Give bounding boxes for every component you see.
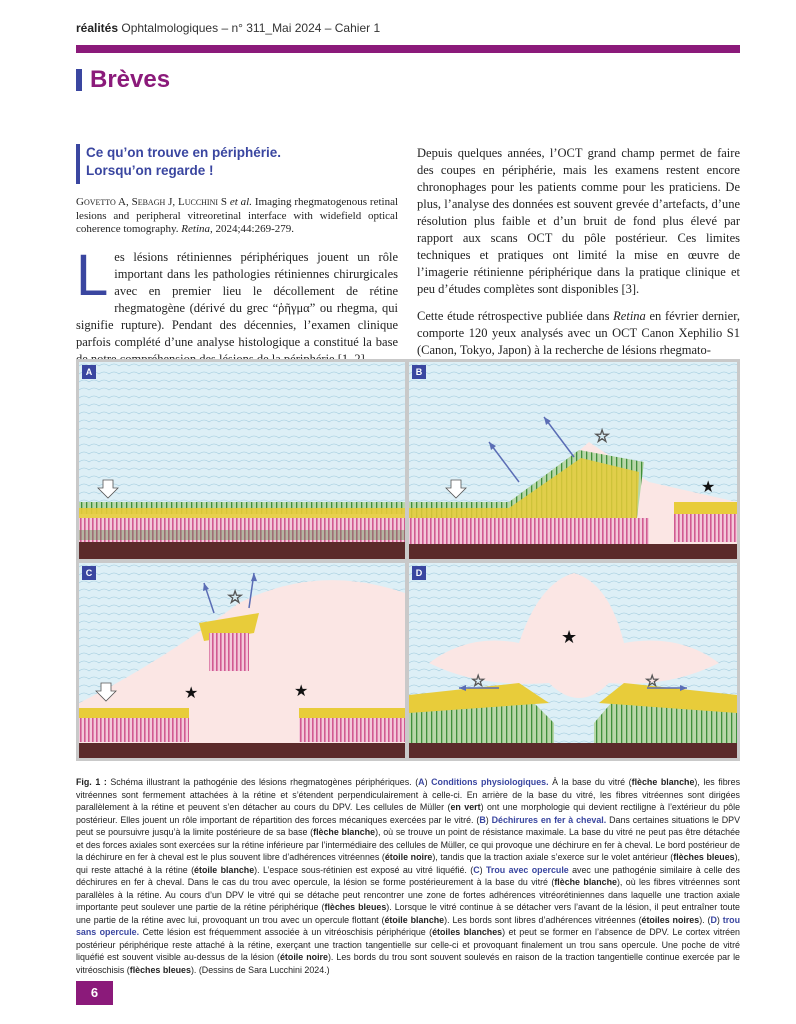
panel-a bbox=[79, 362, 405, 559]
caption-text: ) ont une morphologie qui devient rectiligne à l’extérieur du pôle postérieur. Elles jouent un rôle important de répartition des forces mécaniques exercées par le vitré. ( bbox=[76, 802, 741, 825]
caption-bold: étoiles noires bbox=[641, 914, 700, 925]
panel-c bbox=[79, 563, 405, 758]
caption-text: Schéma illustrant la pathogénie des lésions rhegmatogènes périphériques. ( bbox=[106, 777, 419, 787]
section-title: Brèves bbox=[90, 66, 171, 93]
caption-text: ) bbox=[485, 814, 492, 825]
article-reference bbox=[76, 196, 398, 237]
running-header bbox=[76, 21, 380, 35]
paragraph-3 bbox=[417, 308, 740, 359]
panel-c-illustration bbox=[79, 563, 405, 758]
article-title-line1: Ce qu’on trouve en périphérie. bbox=[86, 145, 282, 160]
panel-b-label: B bbox=[412, 365, 426, 379]
caption-text: ), les fibres vitréennes sont fermement attachées à la rétine et s’étendent perpendiculairement à celle-ci. En arrière de la base du vitré, les fibres vitréennes sont dirigées parallèlement à la rétine et peuvent s’en détacher au cours du DPV. Les cellules de Müller ( bbox=[76, 777, 741, 812]
article-title-line2: Lorsqu’on regarde ! bbox=[86, 163, 214, 178]
caption-text: ). L’espace sous-rétinien est exposé au vitré liquéfié. ( bbox=[254, 864, 474, 875]
paragraph-1-text: es lésions rétiniennes périphériques jouent un rôle important dans les pathologies rétiniennes chirurgicales avec en premier lieu le décollement de rétine rhegmatogène (dérivé du grec “ῥῆγμα” ou rhegma, qui signifie rupture). Pendant des décennies, l’examen clinique parfois complété d’une analyse histologique a constitué la base bbox=[76, 249, 398, 349]
caption-panel-b: B bbox=[479, 814, 486, 825]
article-title bbox=[86, 144, 281, 184]
black-star-icon: ★ bbox=[294, 681, 309, 700]
header-journal: Ophtalmologiques bbox=[121, 21, 219, 35]
white-star-icon: ☆ bbox=[594, 426, 611, 447]
caption-highlight: Déchirures en fer à cheval. bbox=[491, 814, 607, 825]
figure-caption bbox=[76, 776, 740, 976]
ref-authors: Govetto A, Sebagh J, Lucchini S bbox=[76, 196, 228, 208]
header-rule bbox=[76, 45, 740, 53]
article-heading bbox=[76, 144, 398, 184]
page-number: 6 bbox=[76, 981, 113, 1005]
ref-journal: Retina, bbox=[181, 223, 213, 235]
caption-text: ). Les bords du trou sont souvent soulevés en raison de la traction tangentielle continue exercée par le vitréoschisis ( bbox=[76, 952, 740, 975]
caption-bold: flèches bleues bbox=[673, 852, 735, 862]
section-heading bbox=[76, 66, 170, 94]
caption-bold: étoile blanche bbox=[194, 864, 255, 875]
caption-bold: en vert bbox=[450, 802, 481, 812]
caption-text: ), qui reste attaché à la rétine ( bbox=[76, 852, 741, 875]
caption-bold: flèche blanche bbox=[554, 877, 617, 887]
paragraph-1 bbox=[76, 242, 398, 368]
caption-text: Dans certaines situations le DPV peut se poursuivre jusqu’à la limite postérieure de sa base ( bbox=[76, 814, 740, 837]
caption-text: ), où se trouve un point de résistance maximale. La base du vitré ne peut pas être détachée et des forces axiales sont exercées sur la rétine inférieure par l’intermédiaire des cellules de Müller, ce qui provoque une déchirure en fer à cheval. Le bord postérieur de la déchirure en fer à cheval est le plus souvent libre d’adhérences vitréennes ( bbox=[76, 827, 740, 862]
caption-panel-c: C bbox=[473, 864, 480, 875]
caption-text: ), tandis que la traction axiale s’exerce sur le volet antérieur ( bbox=[432, 852, 674, 862]
panel-a-illustration bbox=[79, 362, 405, 559]
ref-text: Imaging rhegmatogenous retinal lesions and peripheral vitreoretinal interface with widefield optical coherence tomography. bbox=[76, 196, 399, 235]
caption-text: ) et peut se former en l’absence de DPV. Le cortex vitréen postérieur périphérique reste attaché à la rétine, exerçant une traction tangentielle sur celle-ci et provoquant finalement un trou sans opercule. Une poche de vitré liquéfié est souvent visible au-dessus de la lésion ( bbox=[76, 927, 740, 962]
white-star-icon: ☆ bbox=[471, 671, 486, 690]
caption-text: À la base du vitré ( bbox=[548, 777, 632, 787]
figure-1 bbox=[76, 359, 740, 761]
caption-text: ). (Dessins de Sara Lucchini 2024.) bbox=[190, 964, 330, 975]
header-brand: réalités bbox=[76, 21, 119, 35]
black-star-icon: ★ bbox=[561, 627, 578, 648]
caption-bold: flèches bleues bbox=[129, 964, 191, 975]
right-column bbox=[417, 145, 740, 369]
caption-fig: Fig. 1 : bbox=[76, 777, 107, 787]
caption-text: ). ( bbox=[699, 914, 711, 925]
caption-text: ). Les bords sont libres d’adhérences vitréennes ( bbox=[444, 914, 642, 925]
header-issue: – n° 311_Mai 2024 – Cahier 1 bbox=[218, 21, 381, 35]
caption-bold: flèches bleues bbox=[324, 902, 387, 912]
caption-bold: flèche blanche bbox=[313, 827, 376, 837]
panel-a-label: A bbox=[82, 365, 96, 379]
caption-text: ) bbox=[424, 777, 432, 787]
caption-panel-d: D bbox=[710, 914, 717, 925]
drop-cap: L bbox=[76, 242, 109, 308]
caption-bold: étoile noire bbox=[384, 852, 433, 862]
caption-bold: étoile blanche bbox=[384, 914, 445, 925]
panel-b bbox=[409, 362, 737, 559]
caption-highlight: Trou avec opercule bbox=[485, 864, 569, 875]
caption-text: ). Lorsque le vitré continue à se détacher vers l’avant de la lésion, il peut entraîner toute une partie de la rétine avec lui, provoquant un trou avec un opercule flottant ( bbox=[76, 902, 740, 925]
article-title-bar bbox=[76, 144, 80, 184]
black-star-icon: ★ bbox=[701, 477, 716, 496]
white-star-icon: ☆ bbox=[227, 587, 244, 608]
caption-panel-a: A bbox=[418, 777, 425, 787]
caption-bold: étoile noire bbox=[280, 952, 328, 962]
caption-highlight: Conditions physiologiques. bbox=[431, 777, 549, 787]
panel-d-label: D bbox=[412, 566, 426, 580]
paragraph-2: Depuis quelques années, l’OCT grand champ permet de faire des coupes en périphérie, mais les examens restent encore chronophages pour les patients comme pour les praticiens. De plus, l’analyse des données est souvent grevée d’artefacts, d’une résolution plus faible et d’un bruit de fond plus élevé par rapport aux scans OCT du pôle postérieur. Ces limites techniques et pratiques ont limité la mise en œuvre de l’imagerie rétinienne périphérique dans la pratique clinique et peu d’études complètes sont disponibles [3]. bbox=[417, 146, 740, 296]
panel-c-label: C bbox=[82, 566, 96, 580]
ref-etal: et al. bbox=[229, 196, 252, 208]
panel-b-illustration bbox=[409, 362, 737, 559]
caption-text: Cette lésion est fréquemment associée à un vitréoschisis périphérique ( bbox=[139, 927, 433, 937]
caption-bold: flèche blanche bbox=[631, 777, 695, 787]
panel-d-illustration bbox=[409, 563, 737, 758]
panel-d bbox=[409, 563, 737, 758]
caption-text: avec une pathogénie similaire à celle des déchirures en fer à cheval. Dans le cas du trou avec opercule, la lésion se forme postérieurement à la base du vitré ( bbox=[76, 864, 740, 887]
white-star-icon: ☆ bbox=[645, 671, 660, 690]
caption-bold: étoiles blanches bbox=[432, 927, 503, 937]
black-star-icon: ★ bbox=[184, 683, 199, 702]
paragraph-3-b: en février dernier, comporte 120 yeux analysés avec un OCT Canon Xephilio S1 (Canon, Tokyo, Japon) à la recherche de lésions rhegmato- bbox=[417, 309, 740, 357]
paragraph-3-journal: Retina bbox=[613, 309, 646, 323]
caption-highlight: trou sans opercule. bbox=[76, 914, 741, 937]
ref-tail: 2024;44:269-279. bbox=[215, 223, 295, 235]
caption-text: ), où les fibres vitréennes sont parallèles à la rétine. Au cours d’un DPV le vitré qui se détache peut rencontrer une zone de fortes adhérences vitréorétiniennes dans laquelle une traction axiale importante peut soulever une partie de la rétine périphérique ( bbox=[76, 877, 740, 912]
paragraph-3-a: Cette étude rétrospective publiée dans bbox=[417, 309, 614, 323]
caption-text: ) bbox=[716, 914, 723, 925]
section-bar bbox=[76, 69, 82, 91]
left-column bbox=[76, 144, 398, 368]
caption-text: ) bbox=[479, 864, 486, 875]
